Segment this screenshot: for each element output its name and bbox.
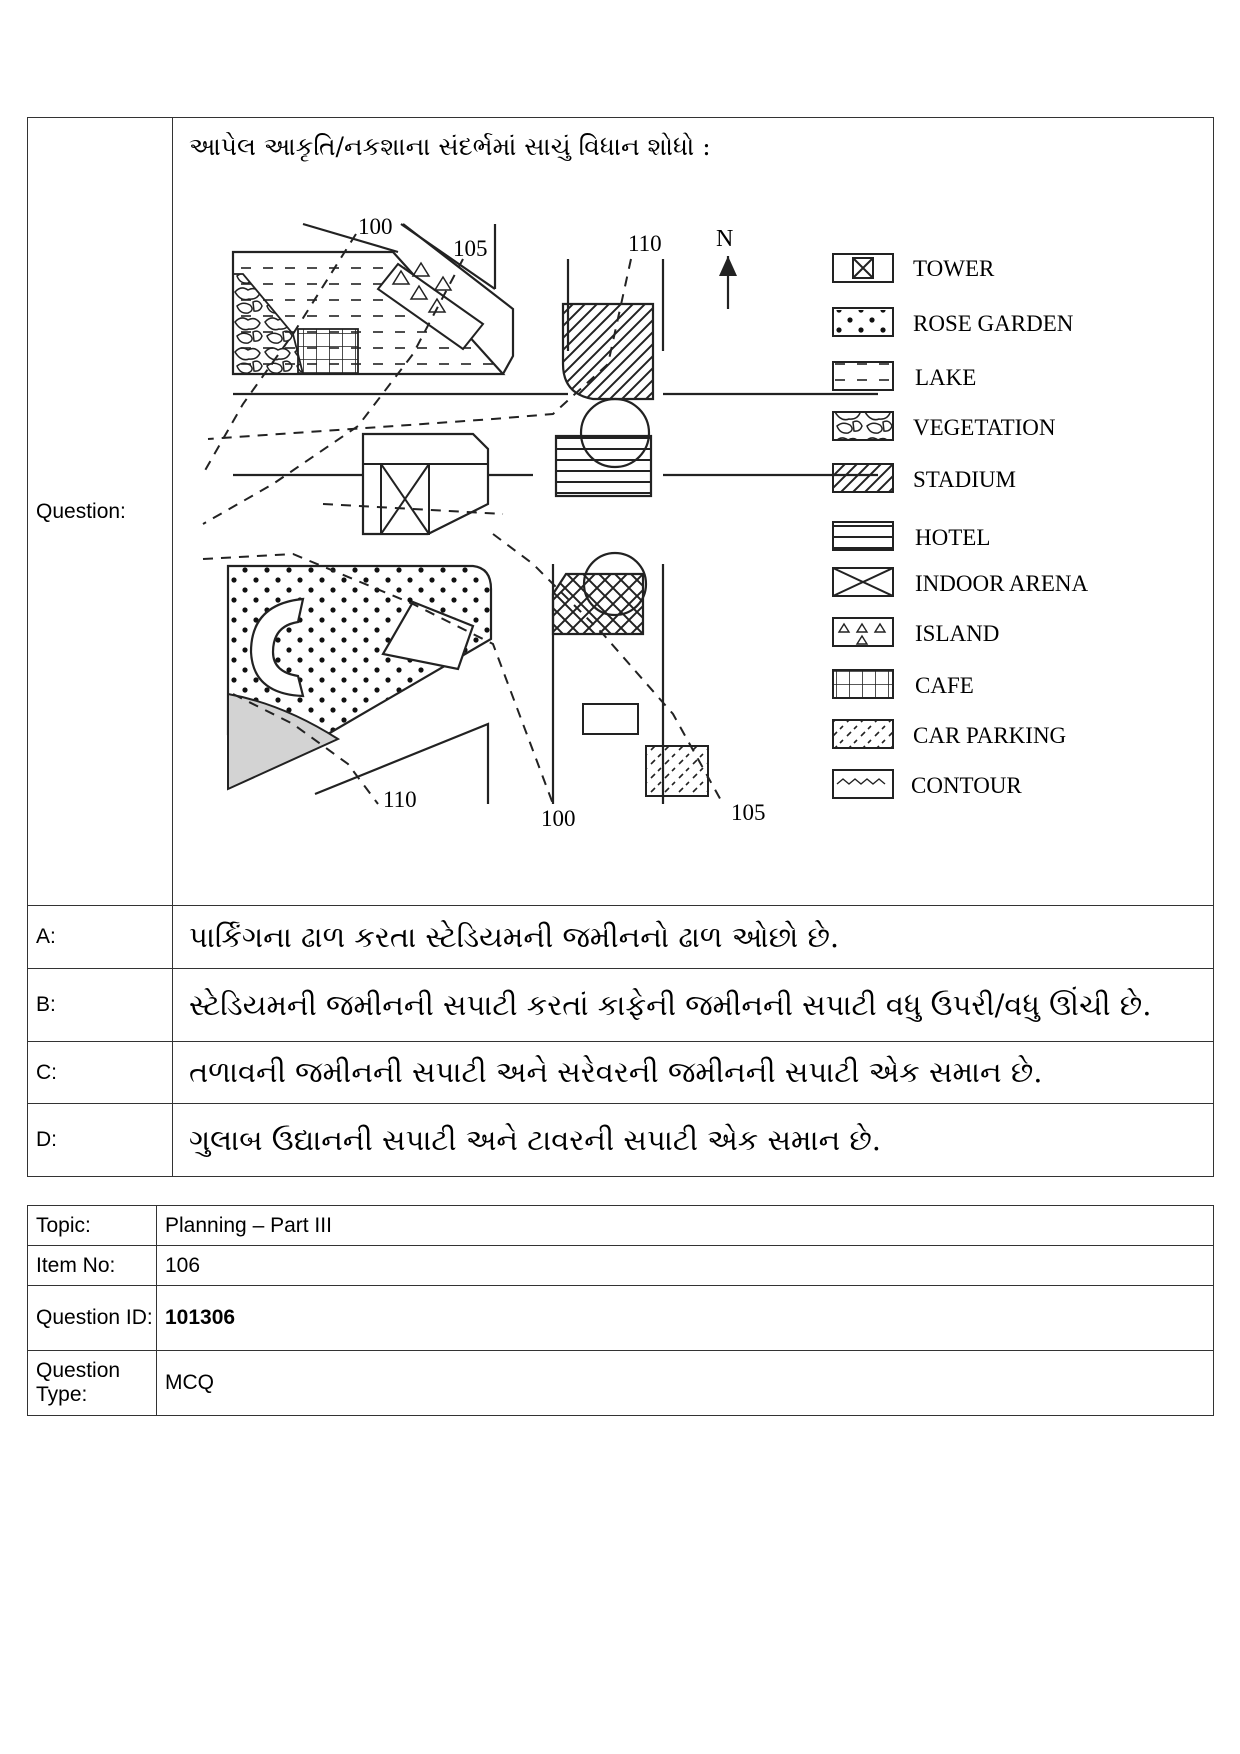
svg-text:TOWER: TOWER <box>913 256 995 281</box>
contour-label-100-bottom: 100 <box>541 806 576 831</box>
contour-label-110-bottom: 110 <box>383 787 417 812</box>
contour-label-110-top: 110 <box>628 231 662 256</box>
svg-text:VEGETATION: VEGETATION <box>913 415 1056 440</box>
item-no-label: Item No: <box>28 1246 157 1286</box>
option-d-label: D: <box>28 1104 173 1177</box>
svg-text:ISLAND: ISLAND <box>915 621 1000 646</box>
svg-text:LAKE: LAKE <box>915 365 977 390</box>
map-legend <box>833 254 1089 798</box>
svg-text:STADIUM: STADIUM <box>913 467 1016 492</box>
option-b-label: B: <box>28 969 173 1042</box>
cafe-area <box>298 329 358 374</box>
legend-hotel <box>833 522 990 550</box>
legend-indoor-arena <box>833 568 1089 596</box>
legend-rose-garden <box>833 308 1074 336</box>
indoor-arena-building <box>553 574 643 634</box>
metadata-table <box>27 1205 1214 1416</box>
contour-map-figure <box>173 164 1213 884</box>
legend-vegetation <box>833 412 1056 440</box>
question-type-value: MCQ <box>157 1351 1214 1416</box>
question-table <box>27 117 1214 1177</box>
topic-label: Topic: <box>28 1206 157 1246</box>
legend-island <box>833 618 999 646</box>
svg-text:N: N <box>716 226 734 252</box>
svg-text:ROSE GARDEN: ROSE GARDEN <box>913 311 1074 336</box>
svg-text:CONTOUR: CONTOUR <box>911 773 1022 798</box>
question-id-value: 101306 <box>157 1286 1214 1351</box>
legend-tower <box>833 254 995 282</box>
svg-text:CAR PARKING: CAR PARKING <box>913 723 1067 748</box>
legend-cafe <box>833 670 974 698</box>
svg-text:INDOOR ARENA: INDOOR ARENA <box>915 571 1089 596</box>
svg-text:HOTEL: HOTEL <box>915 525 991 550</box>
legend-stadium <box>833 464 1016 492</box>
svg-text:CAFE: CAFE <box>915 673 974 698</box>
legend-contour <box>833 770 1022 798</box>
question-cell <box>173 118 1214 906</box>
stadium-area <box>563 304 653 399</box>
car-parking-area <box>646 746 708 796</box>
option-c-label: C: <box>28 1042 173 1104</box>
topic-value: Planning – Part III <box>157 1206 1214 1246</box>
legend-car-parking <box>833 720 1066 748</box>
question-label: Question: <box>28 118 173 906</box>
hotel-building <box>556 436 651 496</box>
option-c-text[interactable]: તળાવની જમીનની સપાટી અને સરેવરની જમીનની સપાટી એક સમાન છે. <box>173 1042 1214 1104</box>
question-text: આપેલ આકૃતિ/નકશાના સંદર્ભમાં સાચું વિધાન શોધો : <box>189 132 711 161</box>
legend-lake <box>833 362 976 390</box>
option-b-text[interactable]: સ્ટેડિયમની જમીનની સપાટી કરતાં કાફેની જમીનની સપાટી વધુ ઉપરી/વધુ ઊંચી છે. <box>173 969 1214 1042</box>
option-a-label: A: <box>28 906 173 969</box>
contour-label-100-top: 100 <box>358 214 393 239</box>
item-no-value: 106 <box>157 1246 1214 1286</box>
north-arrow <box>716 226 737 309</box>
contour-label-105-top: 105 <box>453 236 488 261</box>
contour-label-105-bottom: 105 <box>731 800 766 825</box>
option-a-text[interactable]: પાર્કિંગના ઢાળ કરતા સ્ટેડિયમની જમીનનો ઢાળ ઓછો છે. <box>173 906 1214 969</box>
question-type-label: Question Type: <box>28 1351 157 1416</box>
question-id-label: Question ID: <box>28 1286 157 1351</box>
option-d-text[interactable]: ગુલાબ ઉદ્યાનની સપાટી અને ટાવરની સપાટી એક સમાન છે. <box>173 1104 1214 1177</box>
plot-building <box>583 704 638 734</box>
